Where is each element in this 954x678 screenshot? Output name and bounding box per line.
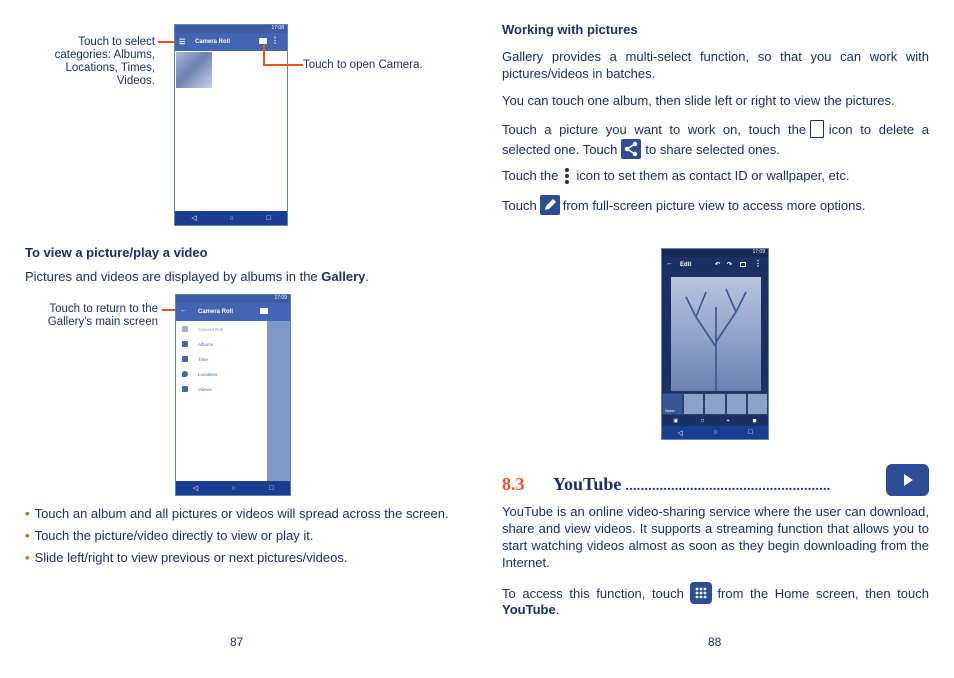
callout-line-2-horiz [263,64,303,66]
camera-roll-icon [182,326,188,332]
filter-thumb[interactable] [727,394,746,414]
section-number: 8.3 [502,474,525,494]
back-arrow-icon[interactable]: ← [666,260,673,267]
share-icon [621,139,641,159]
recents-icon[interactable]: □ [269,484,274,492]
filter-thumb[interactable] [684,394,703,414]
filter-none[interactable]: None [663,394,682,414]
list-item: • Slide left/right to view previous or next pictures/videos. [25,550,348,565]
callout-open-camera: Touch to open Camera. [303,59,423,71]
heading-view-picture: To view a picture/play a video [25,245,208,260]
albums-icon [182,341,188,347]
album-thumbnail[interactable] [176,52,212,88]
location-pin-icon [182,371,188,377]
back-icon[interactable]: ◁ [191,215,197,222]
callout-categories: Touch to select categories: Albums, Locations, Times, Videos. [54,36,155,87]
adjust-icon[interactable]: ◼ [752,418,757,424]
more-vertical-icon [564,168,570,184]
bullet-list [25,505,465,566]
frames-icon[interactable]: □ [700,418,704,424]
time-icon [182,356,188,362]
more-vertical-icon[interactable]: ⋮ [271,36,279,45]
paragraph-delete: Touch a picture you want to work on, touch the icon to delete a [502,121,929,137]
drawer-item-time[interactable]: Time [182,356,208,362]
intro-paragraph: Pictures and videos are displayed by albums in the Gallery. [25,269,369,284]
more-vertical-icon[interactable]: ⋮ [754,259,762,268]
back-icon[interactable]: ◁ [192,485,199,492]
paragraph-youtube-intro: YouTube is an online video-sharing service where the user can download, share and view videos. It supports a streaming function that allows you to start watching videos almost as soon as they begin downloading from the Internet. [502,504,929,570]
drawer-item-albums[interactable]: Albums [182,341,213,347]
list-item: • Touch the picture/video directly to view or play it. [25,528,314,543]
back-arrow-icon[interactable]: ← [180,307,187,314]
app-bar-title: Camera Roll [195,39,231,45]
nav-bar [175,211,287,225]
filter-thumb[interactable] [748,394,767,414]
status-bar: 17:09 [176,295,290,303]
apps-grid-icon [690,582,712,604]
list-item: • Touch an album and all pictures or videos will spread across the screen. [25,506,449,521]
app-bar [175,33,287,51]
paragraph-more: Touch the icon to set them as contact ID or wallpaper, etc. [502,168,850,183]
callout-return-main: Touch to return to the Gallery's main screen [47,303,158,328]
app-bar [176,303,290,321]
app-bar [662,257,768,273]
filters-icon[interactable]: ▣ [673,418,679,424]
callout-line-2-vert [263,44,265,66]
status-bar: 17:08 [175,25,287,33]
undo-icon[interactable]: ↶ [714,262,720,268]
home-icon[interactable]: ○ [231,484,236,492]
status-bar: 17:09 [662,249,768,257]
paragraph-share: selected one. Touch to share selected ones. [502,139,780,159]
home-icon[interactable]: ○ [229,214,234,222]
menu-icon[interactable]: ☰ [179,39,186,46]
dimmed-content [267,321,290,481]
filter-thumbnails [662,393,768,415]
recents-icon[interactable]: □ [266,214,271,222]
back-icon[interactable]: ◁ [677,429,683,437]
filter-thumb[interactable] [705,394,724,414]
phone-screenshot-edit [661,248,769,440]
trash-icon [810,120,824,138]
camera-icon[interactable] [260,308,268,314]
drawer-item-camera-roll[interactable]: Camera Roll [182,326,223,332]
paragraph-youtube-access: To access this function, touch from the Home screen, then touch [502,582,929,604]
phone-screenshot-camera-roll [174,24,288,226]
nav-bar [662,426,768,439]
app-bar-title: Edit [680,262,692,268]
nav-bar [176,481,290,495]
paragraph-multi-select: Gallery provides a multi-select function, so that you can work with pictures/videos in batches. [502,49,929,81]
photo-preview [662,273,768,393]
recents-icon[interactable]: □ [748,429,753,436]
app-bar-title: Camera Roll [198,309,234,315]
page-number-right: 88 [708,635,722,649]
youtube-play-icon [886,464,929,496]
home-icon[interactable]: ○ [713,429,718,436]
edit-pencil-icon [540,195,560,215]
crop-icon[interactable]: ⌖ [726,418,730,424]
paragraph-youtube-access-end: YouTube. [502,602,560,617]
drawer-item-locations[interactable]: Locations [182,371,217,377]
section-leader-dots: ...................................................... [625,479,831,494]
drawer-item-videos[interactable]: Videos [182,386,212,392]
heading-working-pictures: Working with pictures [502,22,638,37]
section-title: YouTube [553,474,622,494]
compare-icon[interactable] [740,262,746,267]
page-number-left: 87 [230,635,244,649]
video-icon [182,386,188,392]
phone-screenshot-drawer [175,294,291,496]
paragraph-slide: You can touch one album, then slide left or right to view the pictures. [502,93,895,108]
paragraph-edit: Touch from full-screen picture view to access more options. [502,195,865,215]
section-heading-youtube [502,474,887,495]
redo-icon[interactable]: ↷ [726,262,732,268]
